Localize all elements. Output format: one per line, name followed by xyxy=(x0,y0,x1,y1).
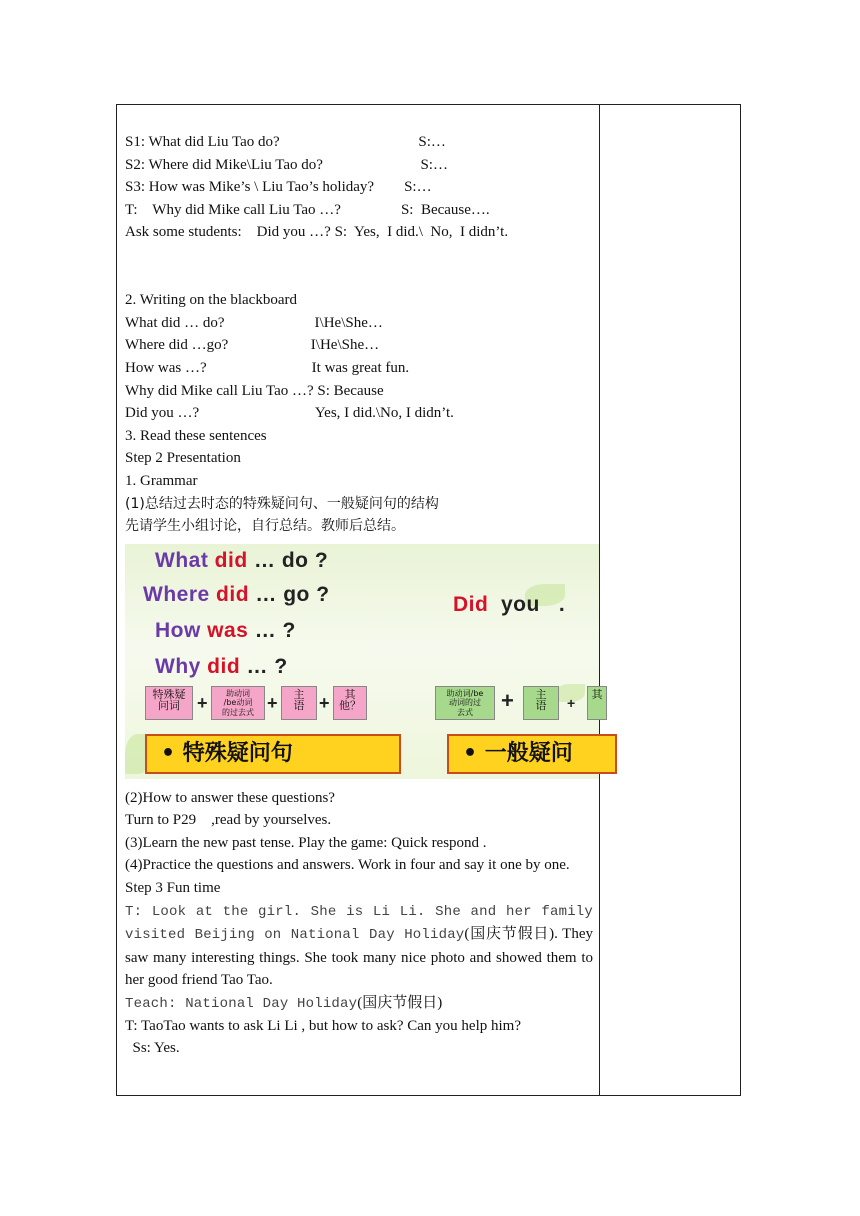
slide-row-how: How was … ? xyxy=(155,618,296,642)
box-other-general: 其 xyxy=(587,686,607,720)
plus-sign: + xyxy=(197,692,208,713)
column-divider xyxy=(599,105,600,1095)
blackboard-row-4: Why did Mike call Liu Tao …? S: Because xyxy=(125,382,384,399)
plus-sign: + xyxy=(319,692,330,713)
practice-questions: (4)Practice the questions and answers. Work in four and say it one by one. xyxy=(125,857,570,874)
plus-sign: + xyxy=(567,694,576,711)
teach-line: Teach: National Day Holiday(国庆节假日) xyxy=(125,995,443,1013)
banner-yes-no-question: • 一般疑问 xyxy=(447,734,617,774)
dialog-line-5: Ask some students: Did you …? S: Yes, I did.\ No, I didn’t. xyxy=(125,224,509,241)
lesson-table xyxy=(116,104,741,1096)
plus-sign: + xyxy=(501,687,514,713)
answer-questions: (2)How to answer these questions? xyxy=(125,789,335,806)
slide-did-you: Did you . xyxy=(453,592,566,616)
grammar-heading: 1. Grammar xyxy=(125,472,198,489)
banner-wh-question: • 特殊疑问句 xyxy=(145,734,401,774)
blackboard-row-1: What did … do? I\He\She… xyxy=(125,314,383,331)
slide-row-why: Why did … ? xyxy=(155,654,288,678)
box-subject: 主 语 xyxy=(281,686,317,720)
box-aux-verb: 助动词 /be动词 的过去式 xyxy=(211,686,265,720)
blackboard-row-5: Did you …? Yes, I did.\No, I didn’t. xyxy=(125,405,454,422)
dialog-line-2: S2: Where did Mike\Liu Tao do? S:… xyxy=(125,156,448,173)
plus-sign: + xyxy=(267,692,278,713)
dialog-line-1: S1: What did Liu Tao do? S:… xyxy=(125,134,446,150)
content-cell xyxy=(125,131,603,1060)
summary-cn-2: 先请学生小组讨论，自行总结。教师后总结。 xyxy=(125,518,405,535)
slide-row-where: Where did … go ? xyxy=(143,582,330,606)
ask-line: T: TaoTao wants to ask Li Li , but how to ask? Can you help him? xyxy=(125,1017,521,1034)
students-reply: Ss: Yes. xyxy=(125,1040,180,1057)
slide-row-what: What did … do ? xyxy=(155,548,329,572)
box-other: 其 他？ xyxy=(333,686,367,720)
box-aux-verb-general: 助动词/be 动词的过 去式 xyxy=(435,686,495,720)
learn-past-tense: (3)Learn the new past tense. Play the game: Quick respond . xyxy=(125,834,487,851)
grammar-slide-image xyxy=(125,544,603,779)
blackboard-row-2: Where did …go? I\He\She… xyxy=(125,337,380,354)
box-subject-general: 主 语 xyxy=(523,686,559,720)
box-wh-word: 特殊疑 问词 xyxy=(145,686,193,720)
dialog-line-3: S3: How was Mike’s \ Liu Tao’s holiday? S:… xyxy=(125,179,432,196)
turn-to-page: Turn to P29 ,read by yourselves. xyxy=(125,812,332,829)
step2-title: Step 2 Presentation xyxy=(125,450,241,467)
read-sentences: 3. Read these sentences xyxy=(125,427,267,444)
summary-cn-1: (1)总结过去时态的特殊疑问句、一般疑问句的结构 xyxy=(125,495,439,512)
fun-time-paragraph: T: Look at the girl. She is Li Li. She and her family visited Beijing on National Day Holiday(国庆节假日). They saw many interesting things. She took many nice photo and showed them to her good friend Tao Tao. xyxy=(125,903,593,989)
dialog-line-4: T: Why did Mike call Liu Tao …? S: Because…. xyxy=(125,201,490,218)
step3-title: Step 3 Fun time xyxy=(125,880,221,897)
blackboard-heading: 2. Writing on the blackboard xyxy=(125,292,297,309)
blackboard-row-3: How was …? It was great fun. xyxy=(125,359,410,376)
